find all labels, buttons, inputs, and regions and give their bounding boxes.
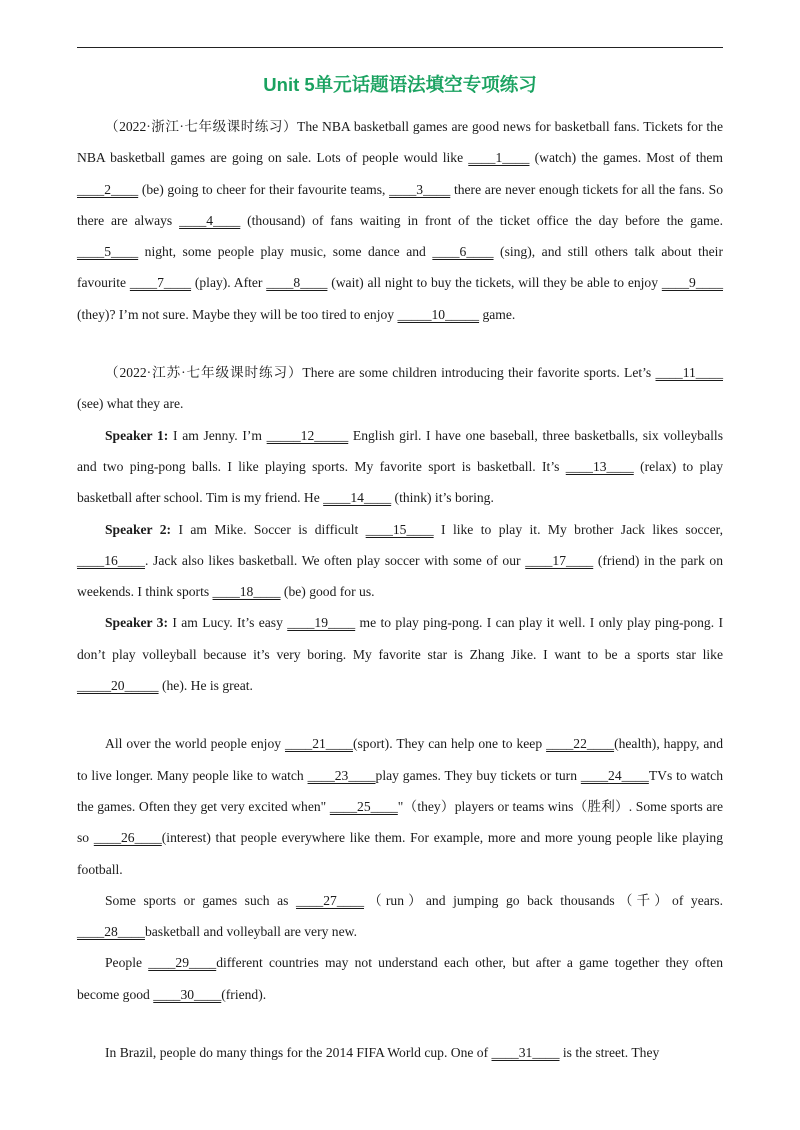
text-run: （2022·江苏·七年级课时练习）There are some children introducing their favorite sports. Let’s (105, 365, 656, 381)
answer-blank[interactable]: ____27____ (296, 892, 364, 908)
text-run: （2022·浙江·七年级课时练习）The NBA basketball games are good news for basketball fans. Tickets for the NBA basketball games are going on sale. Lots of people would like (77, 119, 723, 166)
answer-blank[interactable]: ____3____ (389, 181, 451, 197)
text-run: （run）and jumping go back thousands（千）of years. (364, 892, 723, 908)
text-run: there are never enough tickets for all the fans. So there are always (77, 181, 723, 228)
text-run: is the street. They (559, 1045, 660, 1061)
text-run: (be) good for us. (280, 584, 375, 600)
text-run: (he). He is great. (158, 678, 253, 694)
text-run: night, some people play music, some dance and (138, 244, 433, 260)
text-run: (watch) the games. Most of them (529, 150, 724, 166)
paragraph (77, 885, 723, 948)
answer-blank[interactable]: ____23____ (307, 767, 376, 783)
text-run: game. (479, 306, 516, 322)
answer-blank[interactable]: ____31____ (491, 1045, 560, 1061)
answer-blank[interactable]: ____24____ (580, 767, 649, 783)
paragraph (77, 947, 723, 1010)
text-run: (play). After (191, 275, 267, 291)
speaker-label: Speaker 3: (105, 615, 169, 631)
answer-blank[interactable]: ____17____ (525, 552, 594, 568)
text-run: English girl. I have one baseball, three basketballs, six volleyballs and two ping-pong balls. I like playing sports. My favorite sport is basketball. It’s (77, 427, 723, 474)
text-run: People (105, 955, 149, 971)
answer-blank[interactable]: ____26____ (93, 830, 162, 846)
answer-blank[interactable]: ____21____ (285, 736, 353, 752)
answer-blank[interactable]: ____7____ (129, 275, 192, 291)
answer-blank[interactable]: _____20_____ (77, 678, 159, 694)
text-run: "（they）players or teams wins（胜利）. Some sports are so (77, 798, 723, 846)
paragraph (77, 111, 723, 330)
text-run: (health), happy, and to live longer. Many people like to watch (77, 736, 723, 783)
worksheet-body (77, 111, 723, 1068)
answer-blank[interactable]: ____22____ (546, 736, 615, 752)
answer-blank[interactable]: ____18____ (212, 584, 281, 600)
answer-blank[interactable]: ____2____ (77, 181, 139, 197)
answer-blank[interactable]: ____1____ (468, 150, 530, 166)
text-run: play games. They buy tickets or turn (375, 767, 581, 783)
answer-blank[interactable]: ____29____ (148, 955, 217, 971)
text-run: (be) going to cheer for their favourite teams, (138, 181, 390, 197)
answer-blank[interactable]: ____8____ (266, 275, 328, 291)
paragraph-speaker-3 (77, 607, 723, 701)
text-run: (thousand) of fans waiting in front of the ticket office the day before the game. (240, 212, 723, 228)
text-run: Some sports or games such as (105, 892, 297, 908)
text-run: All over the world people enjoy (105, 736, 285, 752)
paragraph (77, 728, 723, 884)
paragraph (77, 357, 723, 420)
text-run: different countries may not understand each other, but after a game together they often become good (77, 955, 723, 1002)
text-run: I am Mike. Soccer is difficult (171, 521, 366, 537)
text-run: (they)? I’m not sure. Maybe they will be too tired to enjoy (77, 306, 398, 322)
speaker-label: Speaker 1: (105, 427, 169, 443)
passage-3 (77, 728, 723, 1010)
passage-4 (77, 1037, 723, 1068)
text-run: In Brazil, people do many things for the 2014 FIFA World cup. One of (105, 1045, 492, 1061)
text-run: I am Lucy. It’s easy (168, 615, 288, 631)
answer-blank[interactable]: ____6____ (432, 244, 494, 260)
answer-blank[interactable]: ____25____ (329, 798, 398, 814)
text-run: TVs to watch the games. Often they get very excited when" (77, 767, 723, 814)
passage-1 (77, 111, 723, 330)
answer-blank[interactable]: ____16____ (77, 552, 145, 568)
page-title: Unit 5单元话题语法填空专项练习 (263, 74, 537, 95)
answer-blank[interactable]: ____28____ (77, 924, 145, 940)
paragraph-speaker-1 (77, 420, 723, 514)
answer-blank[interactable]: ____4____ (179, 212, 241, 228)
speaker-label: Speaker 2: (105, 521, 172, 537)
answer-blank[interactable]: _____10_____ (397, 306, 480, 322)
text-run: (wait) all night to buy the tickets, will they be able to enjoy (327, 275, 662, 291)
answer-blank[interactable]: ____19____ (287, 615, 356, 631)
text-run: (sing), and still others talk about their favourite (77, 244, 723, 291)
answer-blank[interactable]: _____12_____ (266, 427, 349, 443)
answer-blank[interactable]: ____9____ (661, 275, 723, 291)
text-run: (friend). (221, 986, 267, 1002)
passage-2 (77, 357, 723, 701)
text-run: (see) what they are. (77, 396, 184, 412)
text-run: I am Jenny. I’m (168, 427, 267, 443)
text-run: . Jack also likes basketball. We often play soccer with some of our (144, 552, 526, 568)
answer-blank[interactable]: ____15____ (365, 521, 434, 537)
header-rule (77, 47, 723, 48)
answer-blank[interactable]: ____5____ (77, 244, 139, 260)
text-run: me to play ping-pong. I can play it well. I only play ping-pong. I don’t play volleyball because it’s very boring. My favorite star is Zhang Jike. I want to be a sports star like (77, 615, 723, 662)
text-run: (think) it’s boring. (391, 490, 494, 506)
text-run: (sport). They can help one to keep (352, 736, 547, 752)
text-run: I like to play it. My brother Jack likes soccer, (433, 521, 723, 537)
answer-blank[interactable]: ____14____ (323, 490, 392, 506)
text-run: (friend) in the park on weekends. I think sports (77, 552, 724, 600)
text-run: basketball and volleyball are very new. (144, 924, 357, 940)
paragraph-speaker-2 (77, 514, 723, 608)
answer-blank[interactable]: ____13____ (565, 458, 634, 474)
text-run: (interest) that people everywhere like them. For example, more and more young people like playing football. (77, 830, 723, 877)
answer-blank[interactable]: ____30____ (153, 986, 222, 1002)
answer-blank[interactable]: ____11____ (655, 365, 723, 381)
paragraph (77, 1037, 723, 1068)
text-run: (relax) to play basketball after school. Tim is my friend. He (77, 458, 723, 506)
